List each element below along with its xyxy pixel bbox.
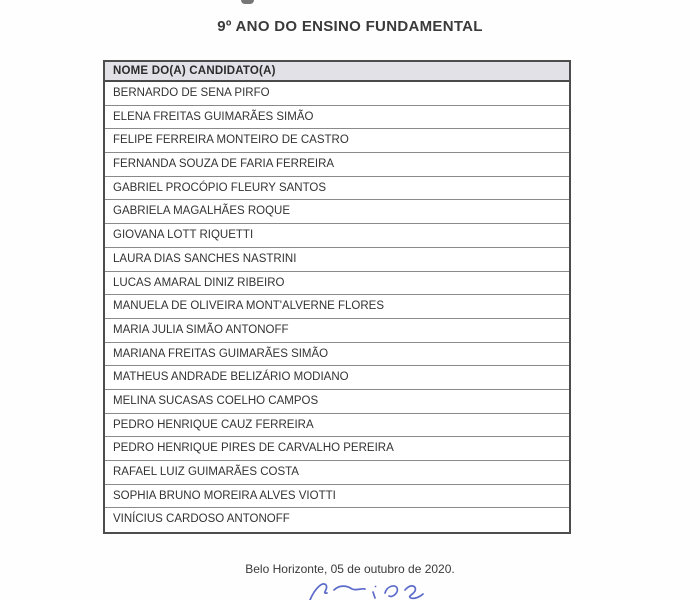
table-row	[105, 366, 569, 390]
table-row	[105, 343, 569, 367]
candidate-name: RAFAEL LUIZ GUIMARÃES COSTA	[113, 466, 299, 478]
candidate-name: LAURA DIAS SANCHES NASTRINI	[113, 252, 297, 265]
candidate-name: PEDRO HENRIQUE PIRES DE CARVALHO PEREIRA	[113, 442, 394, 455]
table-row	[105, 177, 569, 201]
candidate-name: GABRIELA MAGALHÃES ROQUE	[113, 205, 291, 218]
candidate-name: PEDRO HENRIQUE CAUZ FERREIRA	[113, 418, 314, 431]
signature	[300, 578, 440, 600]
candidate-name: LUCAS AMARAL DINIZ RIBEIRO	[113, 276, 285, 289]
candidate-name: FELIPE FERREIRA MONTEIRO DE CASTRO	[113, 134, 349, 147]
table-header-nome-candidato: NOME DO(A) CANDIDATO(A)	[105, 62, 569, 82]
candidate-table-body	[105, 82, 569, 532]
candidate-name: FERNANDA SOUZA DE FARIA FERREIRA	[113, 158, 335, 171]
page-title: 9º ANO DO ENSINO FUNDAMENTAL	[217, 18, 483, 35]
candidate-name: ELENA FREITAS GUIMARÃES SIMÃO	[113, 110, 314, 123]
table-row	[105, 319, 569, 343]
table-row	[105, 248, 569, 272]
candidate-name: MANUELA DE OLIVEIRA MONT'ALVERNE FLORES	[113, 300, 385, 313]
table-row	[105, 153, 569, 177]
candidate-name: GIOVANA LOTT RIQUETTI	[113, 229, 254, 242]
candidate-name: BERNARDO DE SENA PIRFO	[113, 87, 270, 99]
table-row	[105, 295, 569, 319]
table-row	[105, 272, 569, 296]
table-row	[105, 106, 569, 130]
table-row	[105, 82, 569, 106]
table-row	[105, 129, 569, 153]
table-row	[105, 390, 569, 414]
table-row	[105, 224, 569, 248]
candidate-name: MATHEUS ANDRADE BELIZÁRIO MODIANO	[113, 371, 349, 384]
table-row	[105, 485, 569, 509]
candidate-name: MELINA SUCASAS COELHO CAMPOS	[113, 394, 319, 407]
candidate-name: SOPHIA BRUNO MOREIRA ALVES VIOTTI	[113, 489, 336, 502]
date-place-line: Belo Horizonte, 05 de outubro de 2020.	[245, 562, 455, 576]
table-row	[105, 200, 569, 224]
table-row	[105, 437, 569, 461]
candidate-table	[103, 60, 571, 534]
candidate-name: VINÍCIUS CARDOSO ANTONOFF	[113, 513, 290, 526]
candidate-name: MARIANA FREITAS GUIMARÃES SIMÃO	[113, 347, 329, 360]
table-row	[105, 414, 569, 438]
table-row	[105, 461, 569, 485]
candidate-name: MARIA JULIA SIMÃO ANTONOFF	[113, 323, 289, 336]
candidate-name: GABRIEL PROCÓPIO FLEURY SANTOS	[113, 181, 327, 194]
table-row	[105, 508, 569, 532]
cut-off-text-fragment	[241, 0, 254, 4]
